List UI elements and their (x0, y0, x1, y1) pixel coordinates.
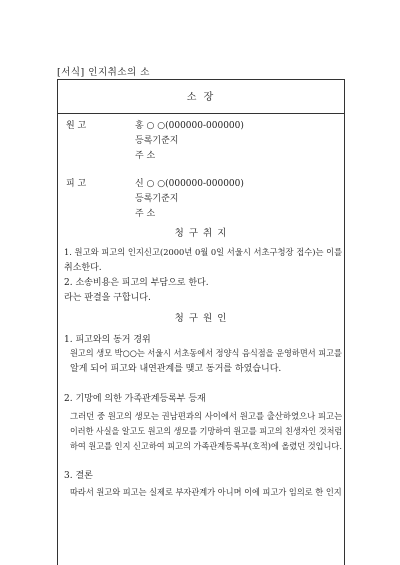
plaintiff-label: 원 고 (66, 121, 87, 131)
claim-purpose-heading: 청 구 취 지 (174, 228, 228, 239)
section-title: 3. 결론 (64, 471, 93, 481)
document-caption: [서식] 인지취소의 소 (57, 67, 150, 78)
claim-line: 2. 소송비용은 피고의 부담으로 한다. (64, 278, 209, 288)
complaint-form (57, 79, 345, 565)
section-line: 이러한 사실을 알고도 원고의 생모를 기망하여 원고를 피고의 친생자인 것처럼 (70, 427, 343, 437)
plaintiff-registration: 등록기준지 (135, 136, 179, 146)
section-line: 하여 원고를 인지 신고하여 피고의 가족관계등록부(호적)에 올렸던 것입니다. (70, 442, 342, 452)
claim-cause-heading: 청 구 원 인 (174, 313, 228, 324)
claim-line: 라는 판결을 구합니다. (64, 293, 151, 303)
section-line: 원고의 생모 박○○는 서울시 서초동에서 정양식 음식점을 운영하면서 피고를 (70, 349, 342, 359)
plaintiff-address: 주 소 (135, 151, 156, 161)
claim-line: 1. 원고와 피고의 인지신고(2000년 0월 0일 서울시 서초구청장 접수)는 이를 (64, 248, 343, 258)
section-line: 따라서 원고와 피고는 실제로 부자관계가 아니며 이에 피고가 임의로 한 인지 (70, 488, 342, 498)
claim-line: 취소한다. (64, 263, 102, 273)
document-title: 소 장 (186, 92, 216, 103)
section-line: 그러던 중 원고의 생모는 권남편과의 사이에서 원고를 출산하였으나 피고는 (70, 412, 343, 422)
plaintiff-name: 홍 ○ ○(000000-000000) (135, 121, 244, 131)
section-title: 1. 피고와의 동거 경위 (64, 335, 151, 345)
defendant-label: 피 고 (66, 179, 87, 189)
defendant-registration: 등록기준지 (135, 194, 179, 204)
section-line: 알게 되어 피고와 내연관계를 맺고 동거를 하였습니다. (70, 364, 282, 374)
title-divider (58, 113, 344, 114)
section-title: 2. 기망에 의한 가족관계등록부 등재 (64, 394, 206, 404)
defendant-address: 주 소 (135, 209, 156, 219)
defendant-name: 신 ○ ○(000000-000000) (135, 179, 244, 189)
